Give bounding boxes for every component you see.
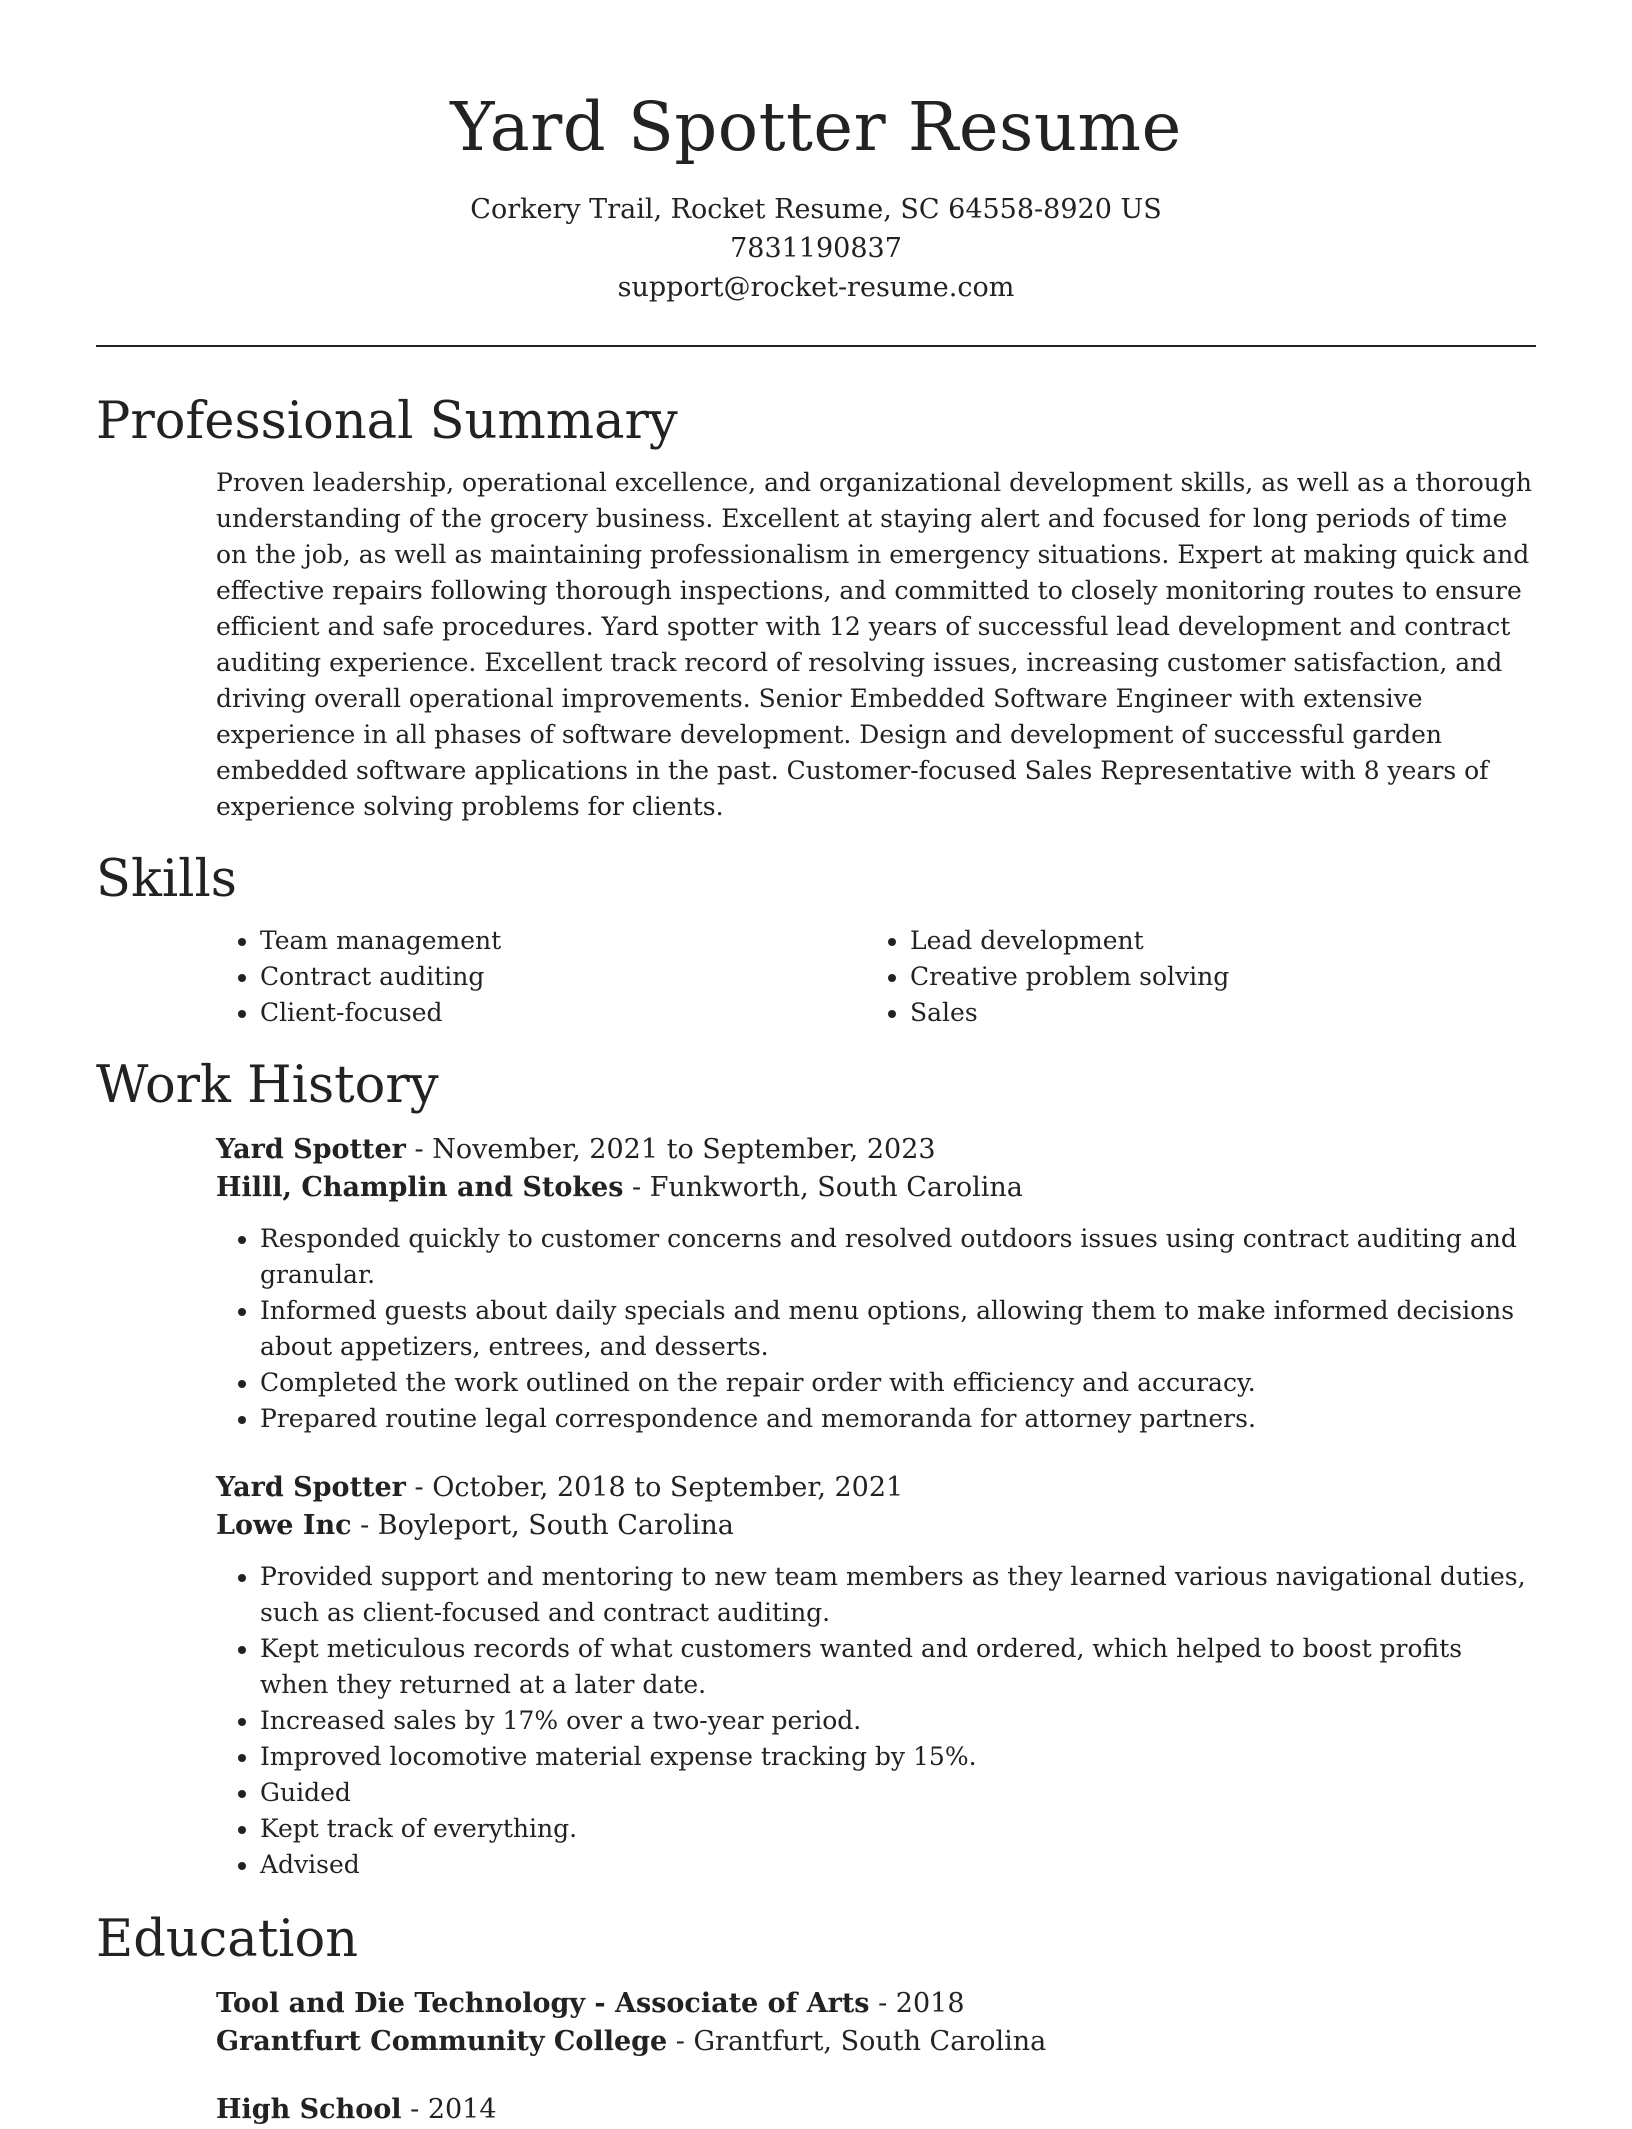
section-heading-education: Education xyxy=(96,1910,359,1969)
education-school-line xyxy=(216,2023,1536,2061)
job-bullet: • Responded quickly to customer concerns and resolved outdoors issues using contract auditing and granular. xyxy=(260,1221,1536,1293)
job-bullet: • Increased sales by 17% over a two-year period. xyxy=(260,1703,1536,1739)
job-bullet: • Advised xyxy=(260,1847,1536,1883)
job-title: Yard Spotter xyxy=(216,1472,406,1503)
job-bullets xyxy=(216,1559,1536,1883)
contact-info xyxy=(96,190,1536,307)
education-year: - 2018 xyxy=(869,1988,965,2019)
resume-header xyxy=(96,0,1536,307)
skills-column-left xyxy=(216,923,866,1031)
job-bullet: • Guided xyxy=(260,1775,1536,1811)
job-company: Lowe Inc xyxy=(216,1510,352,1541)
skill-item: • Client-focused xyxy=(260,995,866,1031)
section-heading-work: Work History xyxy=(96,1056,439,1115)
contact-phone: 7831190837 xyxy=(730,233,902,264)
job-title-line xyxy=(216,1131,1536,1169)
education-location: - Grantfurt, South Carolina xyxy=(667,2026,1047,2057)
skill-item: • Contract auditing xyxy=(260,959,866,995)
job-company-line xyxy=(216,1507,1536,1545)
professional-summary-section xyxy=(96,389,1536,825)
job-bullets xyxy=(216,1221,1536,1437)
education-school: Grantfurt Community College xyxy=(216,2026,668,2057)
job-entry xyxy=(216,1469,1536,1883)
job-dates: - November, 2021 to September, 2023 xyxy=(405,1134,936,1165)
job-bullet: • Provided support and mentoring to new team members as they learned various navigational duties, such as client-focused and contract auditing. xyxy=(260,1559,1536,1631)
work-history-section xyxy=(96,1053,1536,1883)
job-company-line xyxy=(216,1169,1536,1207)
contact-email: support@rocket-resume.com xyxy=(617,272,1015,303)
job-dates: - October, 2018 to September, 2021 xyxy=(405,1472,904,1503)
section-heading-skills: Skills xyxy=(96,850,237,909)
job-location: - Boyleport, South Carolina xyxy=(351,1510,734,1541)
job-bullet: • Prepared routine legal correspondence and memoranda for attorney partners. xyxy=(260,1401,1536,1437)
job-bullet: • Kept track of everything. xyxy=(260,1811,1536,1847)
header-divider xyxy=(96,345,1536,347)
job-title: Yard Spotter xyxy=(216,1134,406,1165)
section-heading-summary: Professional Summary xyxy=(96,392,678,451)
skill-item: • Sales xyxy=(910,995,1516,1031)
job-bullet: • Completed the work outlined on the repair order with efficiency and accuracy. xyxy=(260,1365,1536,1401)
skill-item: • Team management xyxy=(260,923,866,959)
resume-title: Yard Spotter Resume xyxy=(450,88,1182,166)
job-bullet: • Improved locomotive material expense tracking by 15%. xyxy=(260,1739,1536,1775)
education-entry xyxy=(216,2091,1536,2129)
education-program-line xyxy=(216,2091,1536,2129)
job-entry xyxy=(216,1131,1536,1437)
job-location: - Funkworth, South Carolina xyxy=(623,1172,1023,1203)
education-program: Tool and Die Technology - Associate of Arts xyxy=(216,1988,870,2019)
job-title-line xyxy=(216,1469,1536,1507)
skills-column-right xyxy=(866,923,1516,1031)
skill-item: • Lead development xyxy=(910,923,1516,959)
education-entry xyxy=(216,1985,1536,2061)
education-section xyxy=(96,1907,1536,2129)
education-program: High School xyxy=(216,2094,402,2125)
skills-columns xyxy=(216,923,1536,1031)
job-bullet: • Informed guests about daily specials and menu options, allowing them to make informed decisions about appetizers, entrees, and desserts. xyxy=(260,1293,1536,1365)
job-company: Hilll, Champlin and Stokes xyxy=(216,1172,624,1203)
skills-section xyxy=(96,847,1536,1031)
education-year: - 2014 xyxy=(401,2094,497,2125)
job-bullet: • Kept meticulous records of what customers wanted and ordered, which helped to boost profits when they returned at a later date. xyxy=(260,1631,1536,1703)
contact-address: Corkery Trail, Rocket Resume, SC 64558-8920 US xyxy=(470,194,1162,225)
summary-text: Proven leadership, operational excellence, and organizational development skills, as well as a thorough understanding of the grocery business. Excellent at staying alert and focused for long periods of time on the job, as well as maintaining professionalism in emergency situations. Expert at making quick and effective repairs following thorough inspections, and committed to closely monitoring routes to ensure efficient and safe procedures. Yard spotter with 12 years of successful lead development and contract auditing experience. Excellent track record of resolving issues, increasing customer satisfaction, and driving overall operational improvements. Senior Embedded Software Engineer with extensive experience in all phases of software development. Design and development of successful garden embedded software applications in the past. Customer-focused Sales Representative with 8 years of experience solving problems for clients. xyxy=(216,468,1532,821)
education-program-line xyxy=(216,1985,1536,2023)
skill-item: • Creative problem solving xyxy=(910,959,1516,995)
